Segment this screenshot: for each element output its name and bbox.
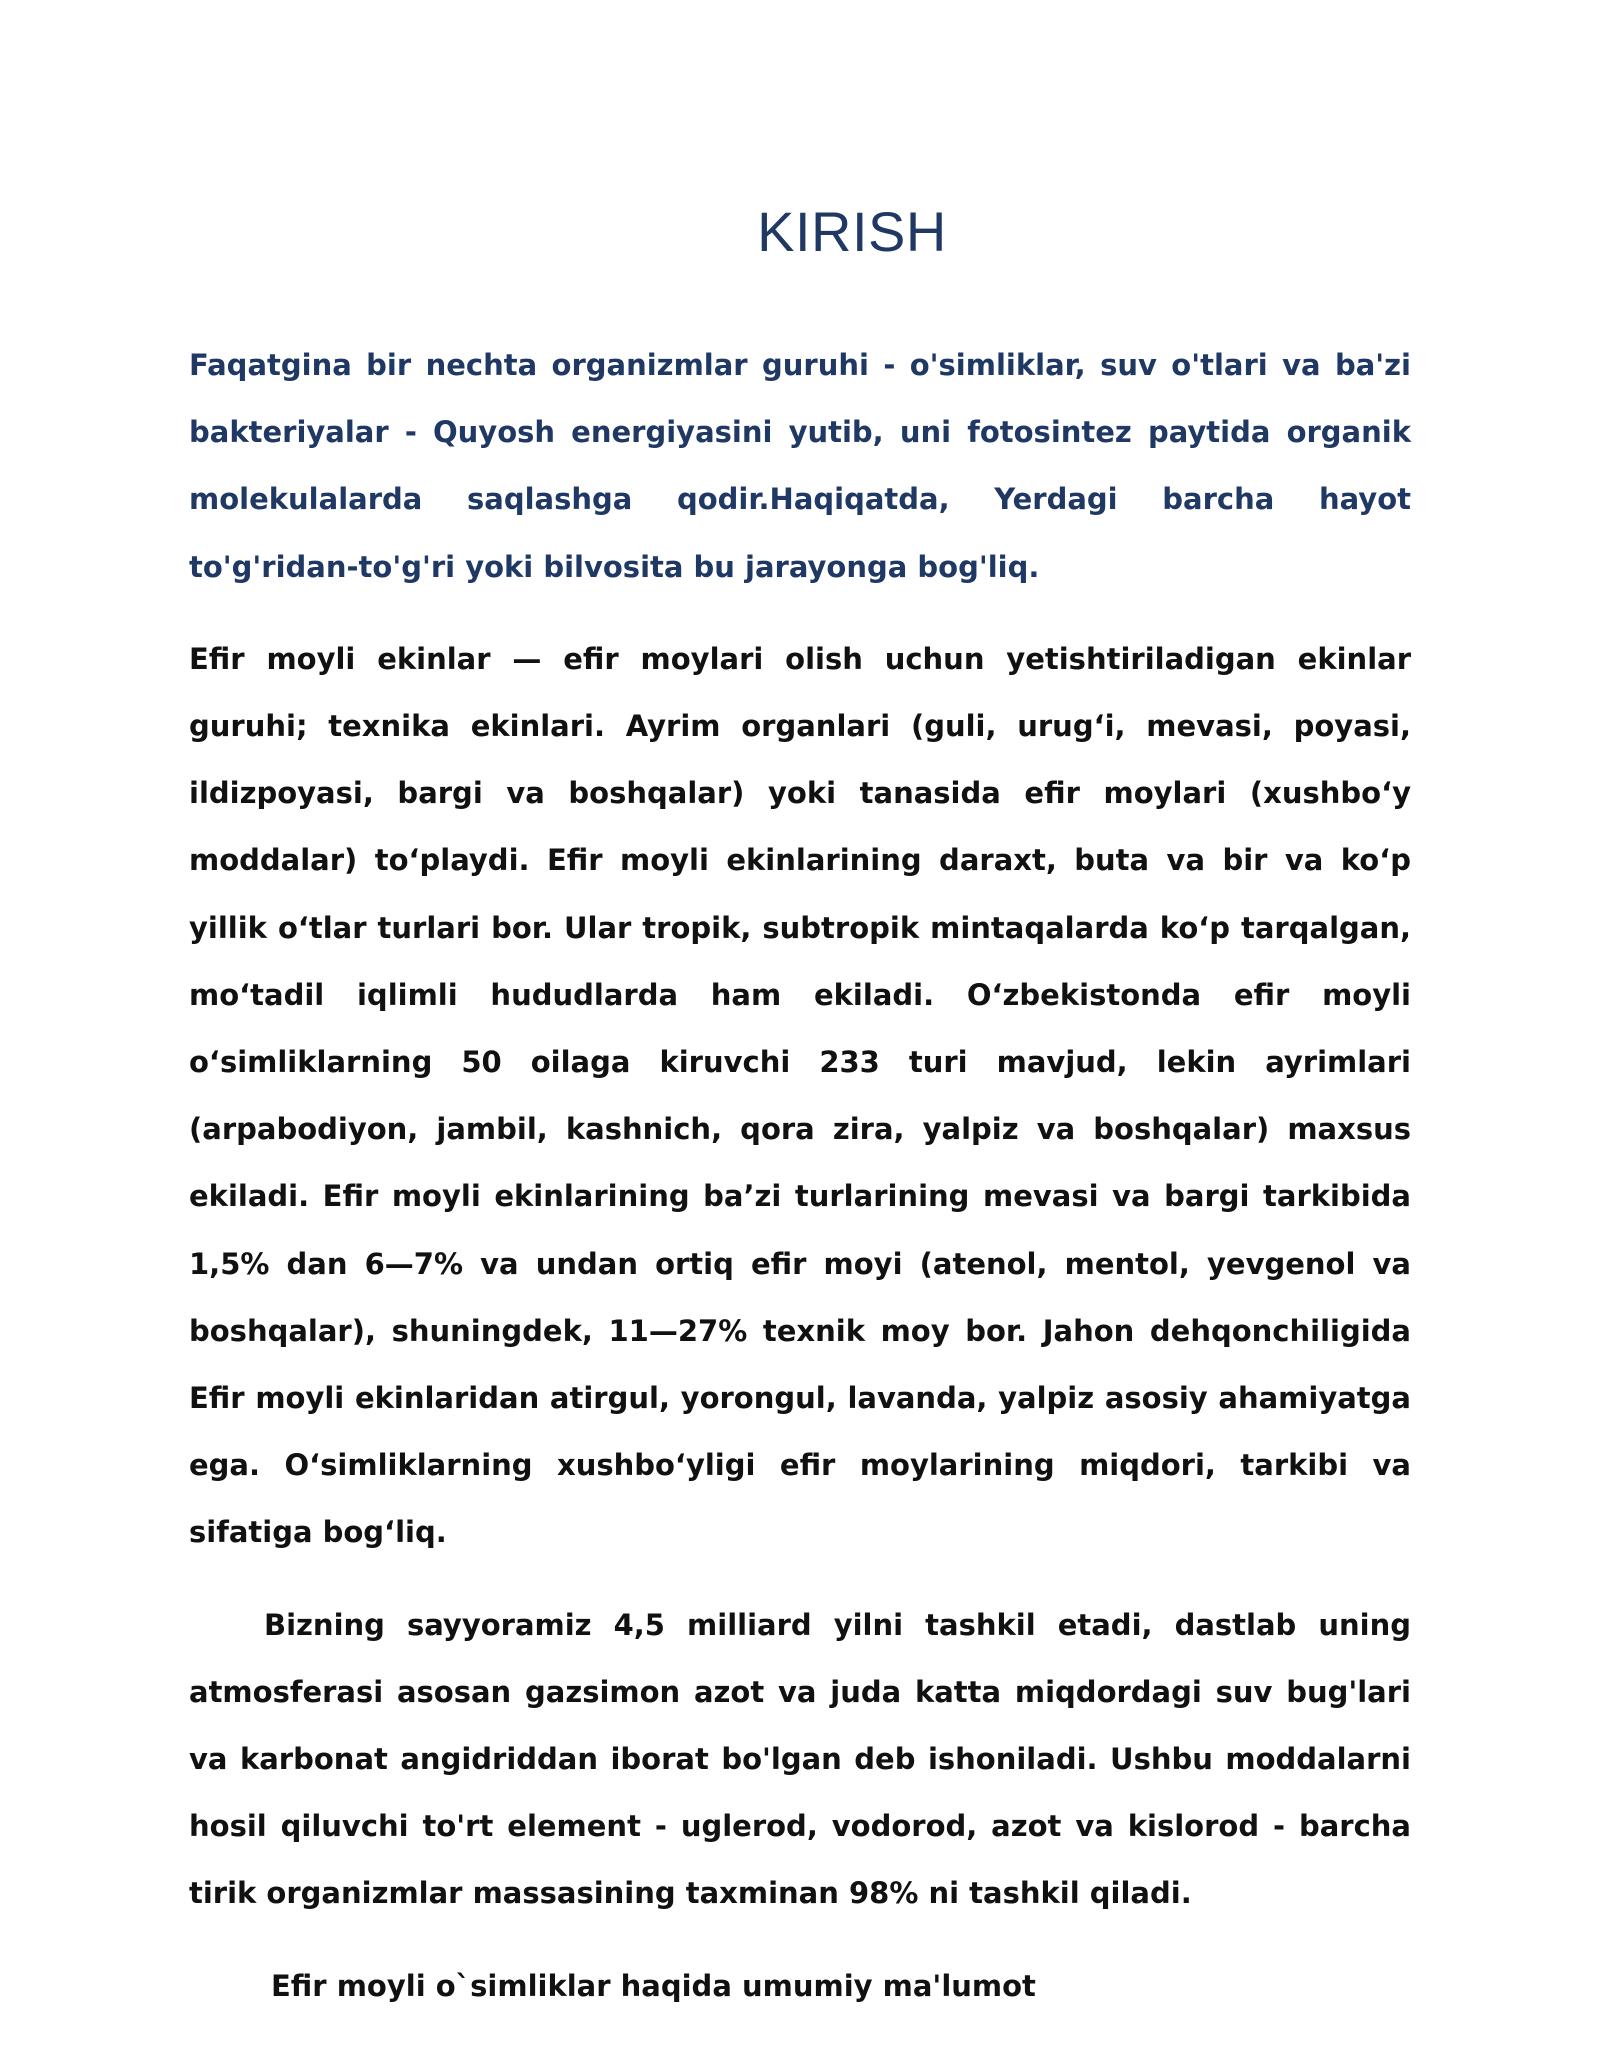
document-body (189, 190, 1411, 2020)
section-heading: Efir moyli o`simliklar haqida umumiy ma'lumot (271, 1968, 1036, 2003)
body-paragraph: Bizning sayyoramiz 4,5 milliard yilni tashkil etadi, dastlab uning atmosferasi asosan gazsimon azot va juda katta miqdordagi suv bug'lari va karbonat angidriddan iborat bo'lgan deb ishoniladi. Ushbu moddalarni hosil qiluvchi to'rt element - uglerod, vodorod, azot va kislorod - barcha tirik organizmlar massasining taxminan 98% ni tashkil qiladi. (189, 1607, 1411, 1911)
page-title: KIRISH (757, 200, 947, 263)
intro-paragraph: Faqatgina bir nechta organizmlar guruhi - o'simliklar, suv o'tlari va ba'zi bakteriyalar - Quyosh energiyasini yutib, uni fotosintez paytida organik molekulalarda saqlashga qodir.Haqiqatda, Yerdagi barcha hayot to'g'ridan-to'g'ri yoki bilvosita bu jarayonga bog'liq. (189, 348, 1411, 584)
body-paragraph: Efir moyli ekinlar — efir moylari olish uchun yetishtiriladigan ekinlar guruhi; texnika ekinlari. Ayrim organlari (guli, urugʻi, mevasi, poyasi, ildizpoyasi, bargi va boshqalar) yoki tanasida efir moylari (xushboʻy moddalar) toʻplaydi. Efir moyli ekinlarining daraxt, buta va bir va koʻp yillik oʻtlar turlari bor. Ular tropik, subtropik mintaqalarda koʻp tarqalgan, moʻtadil iqlimli hududlarda ham ekiladi. Oʻzbekistonda efir moyli oʻsimliklarning 50 oilaga kiruvchi 233 turi mavjud, lekin ayrimlari (arpabodiyon, jambil, kashnich, qora zira, yalpiz va boshqalar) maxsus ekiladi. Efir moyli ekinlarining baʼzi turlarining mevasi va bargi tarkibida 1,5% dan 6—7% va undan ortiq efir moyi (atenol, mentol, yevgenol va boshqalar), shuningdek, 11—27% texnik moy bor. Jahon dehqonchiligida Efir moyli ekinlaridan atirgul, yorongul, lavanda, yalpiz asosiy ahamiyatga ega. Oʻsimliklarning xushboʻyligi efir moylarining miqdori, tarkibi va sifatiga bogʻliq. (189, 641, 1411, 1550)
